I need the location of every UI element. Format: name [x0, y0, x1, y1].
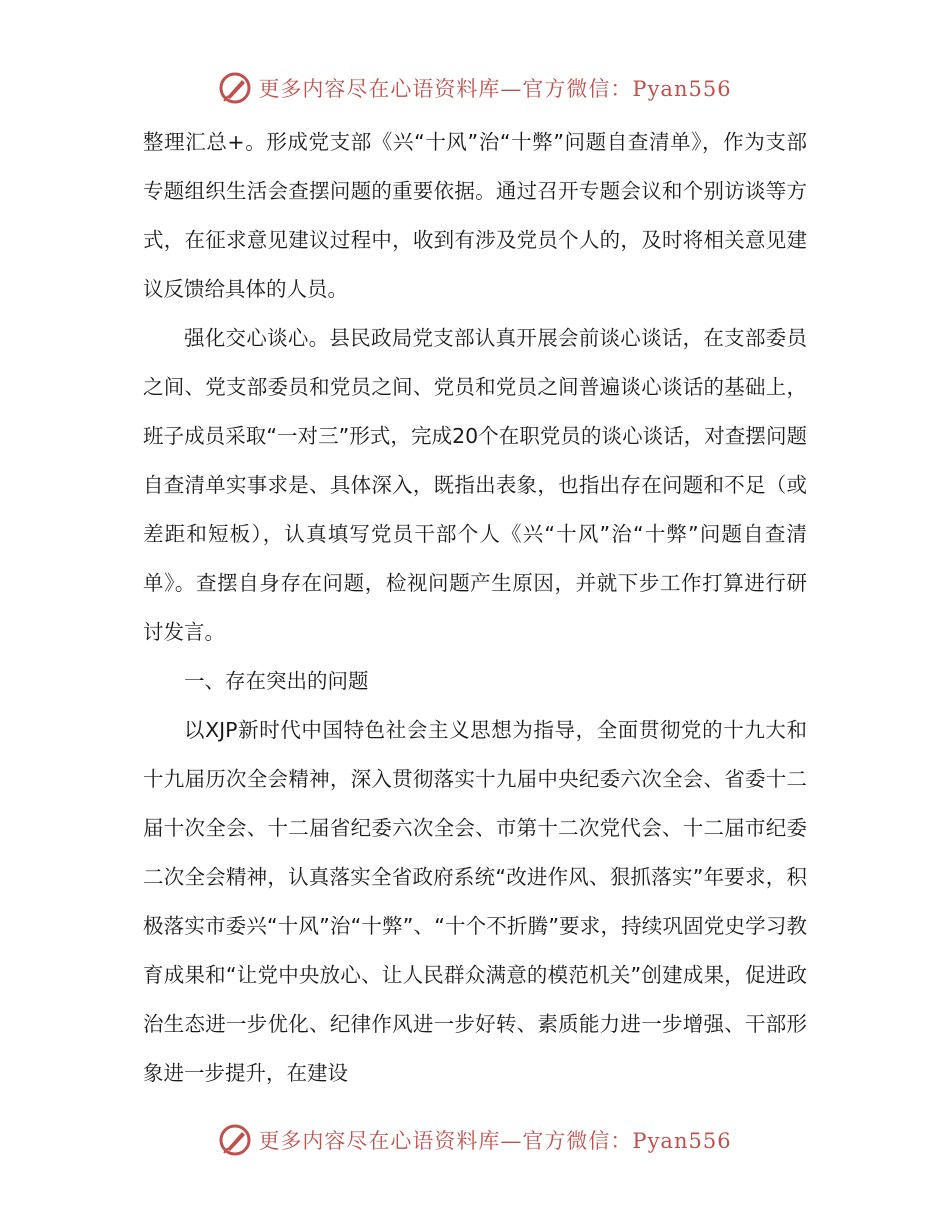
- section-heading: 一、存在突出的问题: [184, 669, 369, 693]
- paragraph: 整理汇总+。形成党支部《兴“十风”治“十弊”问题自查清单》，作为支部专题组织生活会查摆问题的重要依据。通过召开专题会议和个别访谈等方式，在征求意见建议过程中，收到有涉及党员个人的，及时将相关意见建议反馈给具体的人员。: [143, 130, 807, 301]
- paragraph: 以XJP新时代中国特色社会主义思想为指导，全面贯彻党的十九大和十九届历次全会精神，深入贯彻落实十九届中央纪委六次全会、省委十二届十次全会、十二届省纪委六次全会、市第十二次党代会、十二届市纪委二次全会精神，认真落实全省政府系统“改进作风、狠抓落实”年要求，积极落实市委兴“十风”治“十弊”、“十个不折腾”要求，持续巩固党史学习教育成果和“让党中央放心、让人民群众满意的模范机关”创建成果，促进政治生态进一步优化、纪律作风进一步好转、素质能力进一步增强、干部形象进一步提升，在建设: [143, 718, 807, 1085]
- header-banner: [0, 68, 950, 108]
- banner-text: 更多内容尽在心语资料库—官方微信：Pyan556: [258, 1129, 732, 1153]
- banner-text: 更多内容尽在心语资料库—官方微信：Pyan556: [258, 77, 732, 101]
- paragraph: 强化交心谈心。县民政局党支部认真开展会前谈心谈话，在支部委员之间、党支部委员和党员之间、党员和党员之间普遍谈心谈话的基础上，班子成员采取“一对三”形式，完成20个在职党员的谈心谈话，对查摆问题自查清单实事求是、具体深入，既指出表象，也指出存在问题和不足（或差距和短板），认真填写党员干部个人《兴“十风”治“十弊”问题自查清单》。查摆自身存在问题，检视问题产生原因，并就下步工作打算进行研讨发言。: [143, 326, 807, 644]
- footer-banner: [0, 1120, 950, 1160]
- quill-pen-circle-icon: [218, 71, 252, 105]
- document-body: [143, 118, 807, 1098]
- quill-pen-circle-icon: [218, 1123, 252, 1157]
